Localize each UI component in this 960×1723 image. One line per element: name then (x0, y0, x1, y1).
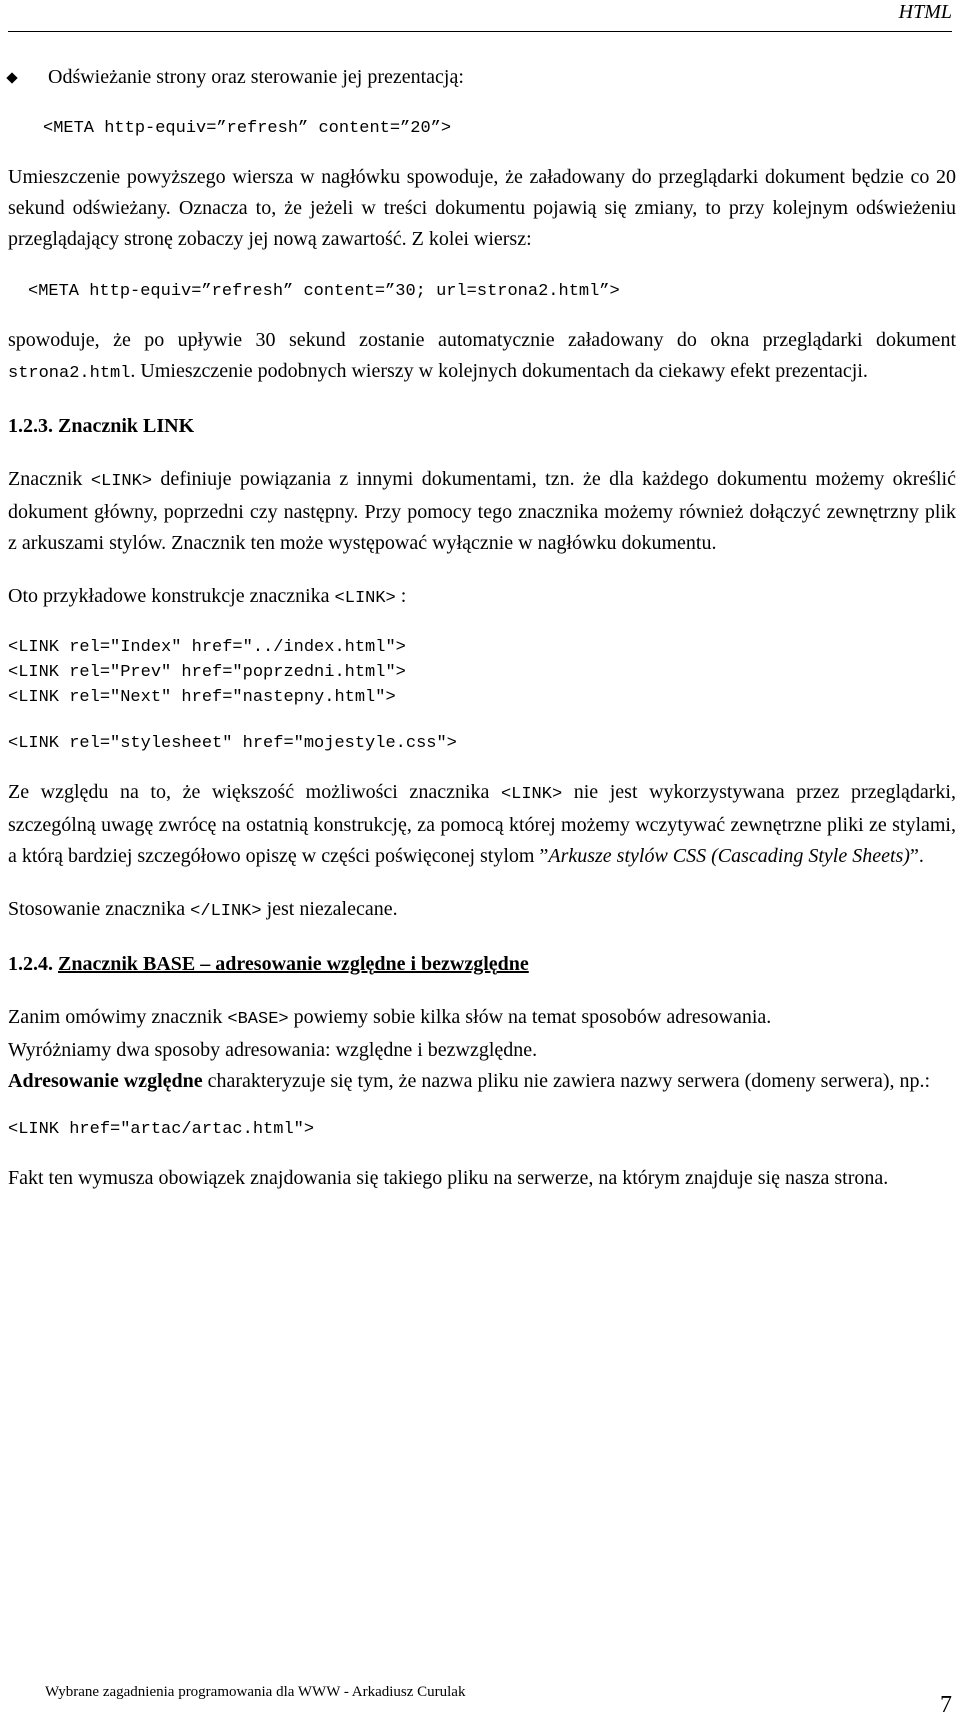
footer-text: Wybrane zagadnienia programowania dla WWW - Arkadiusz Curulak (45, 1684, 466, 1700)
code-meta-refresh-20: <META http-equiv=”refresh” content=”20”> (43, 119, 452, 138)
page-content (8, 62, 956, 1194)
inline-code: </LINK> (190, 902, 262, 921)
bullet-text: Odświeżanie strony oraz sterowanie jej prezentacją: (48, 66, 464, 88)
bold-term: Adresowanie względne (8, 1070, 203, 1092)
code-link-stylesheet: <LINK rel="stylesheet" href="mojestyle.css"> (8, 734, 457, 753)
text-segment: charakteryzuje się tym, że nazwa pliku nie zawiera nazwy serwera (domeny serwera), np.: (202, 1070, 931, 1092)
code-line: <LINK rel="Prev" href="poprzedni.html"> (8, 663, 406, 682)
paragraph-refresh-description: Umieszczenie powyższego wiersza w nagłówku spowoduje, że załadowany do przeglądarki dokument będzie co 20 sekund odświeżany. Oznacza to, że jeżeli w treści dokumentu pojawią się zmiany, to przy kolejnym odświeżeniu przeglądający stronę zobaczy jej nową zawartość. Z kolei wiersz: (8, 166, 956, 250)
text-segment: ”. (909, 845, 924, 867)
code-block-link-examples (8, 635, 956, 710)
paragraph-relative-addressing (8, 1066, 956, 1097)
text-segment: Ze względu na to, że większość możliwości znacznika (8, 781, 501, 803)
code-line: <LINK rel="Next" href="nastepny.html"> (8, 688, 396, 707)
paragraph-link-definition (8, 464, 956, 559)
section-title: Znacznik BASE – adresowanie względne i bezwzględne (58, 953, 529, 975)
text-segment: jest niezalecane. (261, 898, 398, 920)
header-title: HTML (898, 1, 952, 23)
text-segment: spowoduje, że po upływie 30 sekund zostanie automatycznie załadowany do okna przeglądarki dokument (8, 329, 956, 351)
text-segment: : (395, 585, 407, 607)
inline-code: <BASE> (227, 1010, 289, 1029)
section-heading-base (8, 949, 956, 980)
paragraph-server-requirement: Fakt ten wymusza obowiązek znajdowania się takiego pliku na serwerze, na którym znajduje się nasza strona. (8, 1167, 889, 1189)
text-segment: definiuje powiązania z innymi dokumentami, tzn. że dla każdego dokumentu możemy określić dokument główny, poprzedni czy następny. Przy pomocy tego znacznika możemy również dołączyć zewnętrzny plik z arkuszami stylów. Znacznik ten może występować wyłącznie w nagłówku dokumentu. (8, 468, 956, 554)
code-meta-refresh-30: <META http-equiv=”refresh” content=”30; url=strona2.html”> (28, 282, 620, 301)
text-segment: Znacznik (8, 468, 91, 490)
inline-code: strona2.html (8, 364, 131, 383)
page-number: 7 (940, 1692, 952, 1718)
text-segment: nie jest wykorzystywana przez przeglądarki, szczególną uwagę zwrócę na ostatnią konstrukcję, za pomocą której możemy wczytywać zewnętrzne pliki ze stylami, a którą bardziej szczegółowo opiszę w części poświęconej stylom ” (8, 781, 956, 867)
bullet-item (8, 62, 956, 93)
paragraph-base-intro (8, 1002, 956, 1035)
inline-code: <LINK> (500, 785, 563, 804)
paragraph-closing-link (8, 894, 956, 927)
text-segment: Zanim omówimy znacznik (8, 1006, 228, 1028)
paragraph-link-examples-intro (8, 581, 956, 614)
code-line: <LINK rel="Index" href="../index.html"> (8, 638, 406, 657)
section-number: 1.2.4. (8, 953, 58, 975)
text-segment: Oto przykładowe konstrukcje znacznika (8, 585, 335, 607)
diamond-bullet-icon (6, 72, 17, 83)
paragraph-link-usage (8, 777, 956, 872)
paragraph-refresh-redirect (8, 325, 956, 389)
section-heading-link: 1.2.3. Znacznik LINK (8, 415, 195, 437)
inline-code: <LINK> (90, 472, 153, 491)
text-segment: . Umieszczenie podobnych wierszy w kolejnych dokumentach da ciekawy efekt prezentacji. (130, 360, 868, 382)
italic-title: Arkusze stylów CSS (Cascading Style Sheets) (548, 845, 910, 867)
text-segment: powiemy sobie kilka słów na temat sposobów adresowania. (288, 1006, 772, 1028)
paragraph-addressing-types: Wyróżniamy dwa sposoby adresowania: względne i bezwzględne. (8, 1039, 538, 1061)
inline-code: <LINK> (334, 589, 396, 608)
page-header (8, 0, 952, 32)
page-footer (45, 1684, 952, 1720)
text-segment: Stosowanie znacznika (8, 898, 191, 920)
code-link-artac: <LINK href="artac/artac.html"> (8, 1120, 315, 1139)
